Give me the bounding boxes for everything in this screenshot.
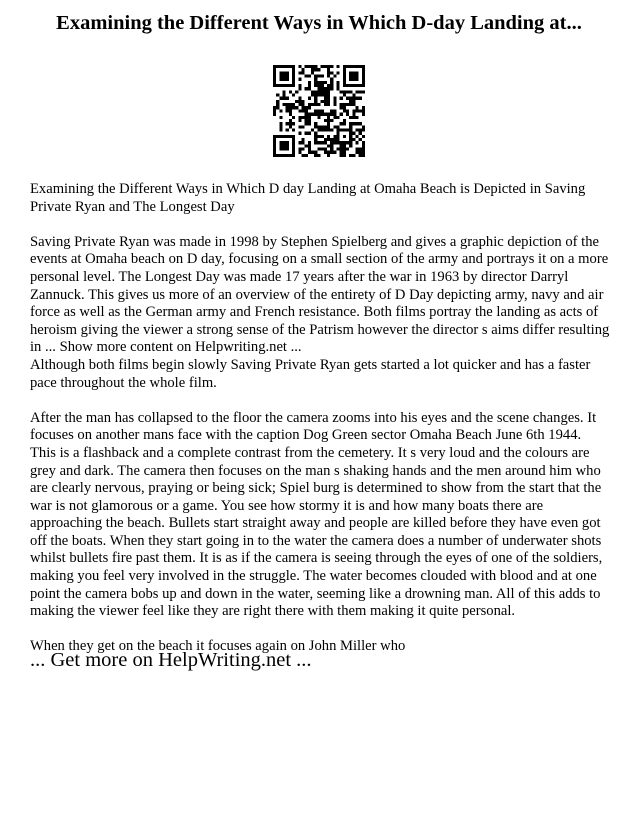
document-title: Examining the Different Ways in Which D-day Landing at... — [56, 12, 582, 34]
paragraph-heading: Examining the Different Ways in Which D day Landing at Omaha Beach is Depicted in Saving Private Ryan and The Longest Day — [30, 181, 586, 215]
paragraph-intro: Saving Private Ryan was made in 1998 by Stephen Spielberg and gives a graphic depiction of the events at Omaha beach on D day, focusing on a small section of the army and portrays it on a more personal level. The Longest Day was made 17 years after the war in 1963 by director Darryl Zannuck. This gives us more of an overview of the entirety of D Day depicting army, navy and air force as well as the German army and French resistance. Both films portray the landing as acts of heroism giving the viewer a strong sense of the Patrism however the director s aims differ resulting in ... Show more content on Helpwriting.net ... — [30, 233, 610, 356]
paragraph-pace: Although both films begin slowly Saving Private Ryan gets started a lot quicker and has a faster pace throughout the whole film. — [30, 356, 591, 391]
get-more-link[interactable]: ... Get more on HelpWriting.net ... — [30, 649, 312, 671]
paragraph-beach: When they get on the beach it focuses again on John Miller who — [30, 638, 406, 655]
document-body — [30, 181, 610, 656]
paragraph-scene: After the man has collapsed to the floor the camera zooms into his eyes and the scene changes. It focuses on another mans face with the caption Dog Green sector Omaha Beach June 6th 1944. This is a flashback and a complete contrast from the cemetery. It s very loud and the colours are grey and dark. The camera then focuses on the man s shaking hands and the men around him who are clearly nervous, praying or being sick; Spiel burg is determined to show from the start that the war is not glamorous or a game. You see how stormy it is and how many boats there are approaching the beach. Bullets start straight away and people are killed before they have even got off the boats. When they start going in to the water the camera does a number of underwater shots whilst bullets fire past them. It is as if the camera is seeing through the eyes of one of the soldiers, making you feel very involved in the struggle. The water becomes clouded with blood and at one point the camera bobs up and down in the water, seeming like a drowning man. All of this adds to making the viewer feel like they are right there with them making it quite personal. — [30, 409, 603, 620]
qr-code-icon[interactable] — [273, 65, 365, 157]
